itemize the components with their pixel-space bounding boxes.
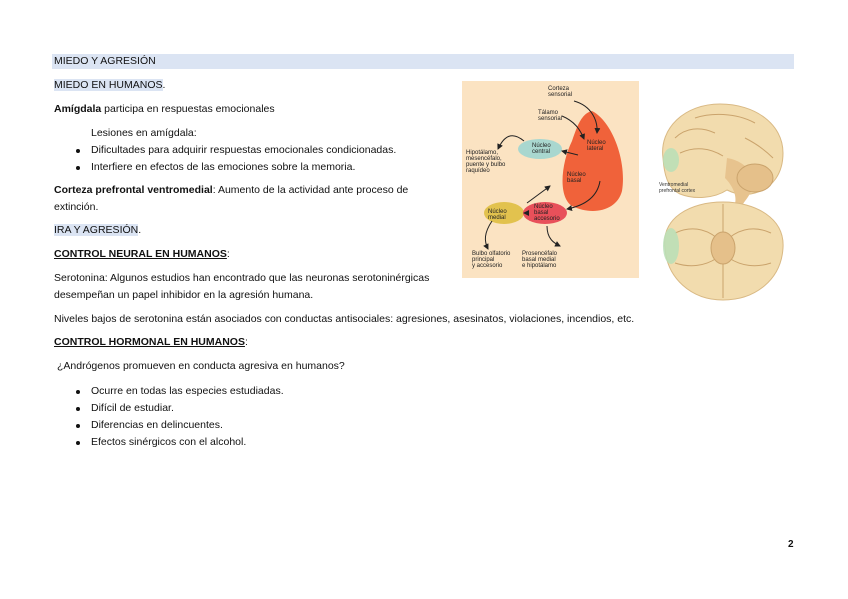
cortex-term: Corteza prefrontal ventromedial (54, 184, 213, 196)
section-title-banner (52, 54, 794, 69)
bullet-icon (76, 166, 80, 170)
list-item: Diferencias en delincuentes. (91, 419, 223, 431)
bullet-icon (76, 390, 80, 394)
label-hipotalamo: Hipotálamo, mesencéfalo, puente y bulbo raquídeo (466, 150, 506, 174)
list-item: Interfiere en efectos de las emociones sobre la memoria. (91, 161, 356, 173)
bullet-icon (76, 441, 80, 445)
list-item: Efectos sinérgicos con el alcohol. (91, 436, 247, 448)
serotonin-line-2: desempeñan un papel inhibidor en la agresión humana. (54, 289, 314, 301)
label-basal: Núcleo basal (567, 172, 586, 184)
neural-heading: CONTROL NEURAL EN HUMANOS: (54, 248, 230, 260)
cortex-line-2: extinción. (54, 201, 99, 213)
page-number: 2 (788, 539, 794, 550)
vmpfc-highlight-ventral (663, 228, 679, 264)
lesions-label: Lesiones en amígdala: (91, 127, 197, 139)
cortex-line: Corteza prefrontal ventromedial: Aumento de la actividad ante proceso de (54, 184, 409, 196)
bullet-icon (76, 424, 80, 428)
label-medial: Núcleo medial (488, 209, 507, 221)
section-title: MIEDO Y AGRESIÓN (54, 55, 156, 67)
label-talamo: Tálamo sensorial (538, 110, 563, 122)
subsection-heading-anger: IRA Y AGRESIÓN. (54, 224, 142, 236)
label-central: Núcleo central (532, 143, 551, 155)
ventral-brain-image (663, 202, 783, 300)
list-item: Difícil de estudiar. (91, 402, 174, 414)
amygdala-line: Amígdala participa en respuestas emocionales (54, 103, 275, 115)
bullet-icon (76, 407, 80, 411)
label-bulbo: Bulbo olfatorio principal y accesorio (472, 251, 511, 269)
brain-region-label: Ventromedial prefrontal cortex (659, 182, 696, 194)
label-basal-accesorio: Núcleo basal accesorio (534, 204, 560, 222)
list-item: Dificultades para adquirir respuestas emocionales condicionadas. (91, 144, 397, 156)
brain-illustrations (655, 98, 790, 308)
low-serotonin-line: Niveles bajos de serotonina están asociados con conductas antisociales: agresiones, asesinatos, violaciones, incendios, etc. (54, 313, 635, 325)
vmpfc-highlight-sagittal (663, 148, 679, 172)
serotonin-line-1: Serotonina: Algunos estudios han encontrado que las neuronas serotoninérgicas (54, 272, 430, 284)
subsection-heading-fear: MIEDO EN HUMANOS. (54, 79, 166, 91)
amygdala-nuclei-diagram (462, 81, 639, 278)
bullet-icon (76, 149, 80, 153)
label-lateral: Núcleo lateral (587, 140, 606, 152)
androgen-question: ¿Andrógenos promueven en conducta agresiva en humanos? (57, 360, 345, 372)
subsection-title: MIEDO EN HUMANOS (54, 79, 163, 91)
subsection-title: IRA Y AGRESIÓN (54, 224, 139, 236)
list-item: Ocurre en todas las especies estudiadas. (91, 385, 284, 397)
label-corteza: Corteza sensorial (548, 86, 573, 98)
amygdala-term: Amígdala (54, 103, 102, 115)
hormonal-heading: CONTROL HORMONAL EN HUMANOS: (54, 336, 248, 348)
label-prosencefalo: Prosencéfalo basal medial e hipotálamo (522, 251, 558, 269)
